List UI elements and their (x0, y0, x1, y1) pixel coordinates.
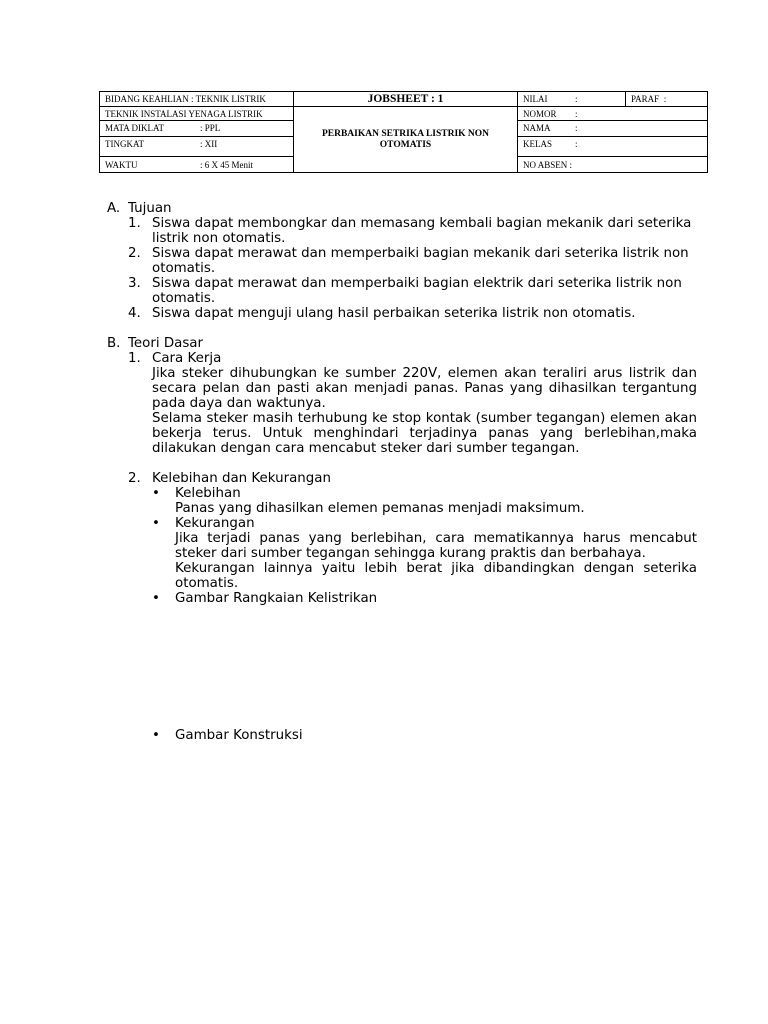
bullet-title: Gambar Rangkaian Kelistrikan (175, 591, 378, 606)
subsection-cara-kerja (128, 351, 697, 456)
item-number: 3. (128, 276, 141, 291)
kelas-cell (518, 137, 708, 157)
waktu-label: WAKTU (105, 159, 138, 170)
list-item (128, 246, 697, 276)
bullet-icon: • (152, 516, 160, 531)
waktu-value: : 6 X 45 Menit (200, 159, 253, 170)
section-title: Teori Dasar (128, 336, 204, 351)
bidang-keahlian-cell: BIDANG KEAHLIAN : TEKNIK LISTRIK (100, 92, 294, 107)
paragraph: Jika terjadi panas yang berlebihan, cara mematikannya harus mencabut steker dari sumber tegangan sehingga kurang praktis dan berbahaya. (175, 531, 697, 561)
nama-colon: : (575, 123, 578, 133)
document-title: PERBAIKAN SETRIKA LISTRIK NON OTOMATIS (294, 107, 518, 173)
list-item (128, 276, 697, 306)
nomor-cell (518, 107, 708, 121)
kelas-colon: : (575, 139, 578, 149)
figure-placeholder-rangkaian (152, 606, 697, 728)
paragraph: Kekurangan lainnya yaitu lebih berat jika dibandingkan dengan seterika otomatis. (175, 561, 697, 591)
tingkat-value: : XII (200, 139, 218, 149)
mata-diklat-cell (100, 121, 294, 137)
item-number: 1. (128, 216, 141, 231)
paragraph: Panas yang dihasilkan elemen pemanas menjadi maksimum. (175, 501, 585, 516)
bullet-kekurangan (152, 516, 697, 591)
paragraph: Jika steker dihubungkan ke sumber 220V, elemen akan teraliri arus listrik dan secara pelan dan pasti akan menjadi panas. Panas yang dihasilkan tergantung pada daya dan waktunya. (152, 366, 697, 411)
bullet-gambar-rangkaian (152, 591, 697, 606)
section-marker: A. (107, 201, 121, 216)
jobsheet-number: JOBSHEET : 1 (294, 92, 518, 107)
section-teori-dasar (107, 336, 697, 743)
bullet-title: Kelebihan (175, 486, 241, 501)
bullet-kelebihan (152, 486, 697, 516)
subsection-title: Kelebihan dan Kekurangan (152, 471, 331, 486)
kelas-label: KELAS (523, 139, 552, 149)
list-item (128, 306, 697, 321)
program-cell: TEKNIK INSTALASI YENAGA LISTRIK (100, 107, 294, 121)
nama-cell (518, 121, 708, 137)
mata-diklat-value: : PPL (200, 123, 221, 133)
section-title: Tujuan (128, 201, 172, 216)
list-item (128, 216, 697, 246)
item-text: Siswa dapat merawat dan memperbaiki bagian mekanik dari seterika listrik non otomatis. (152, 246, 689, 276)
jobsheet-header-table (99, 91, 708, 173)
paraf-label: PARAF (631, 94, 660, 104)
no-absen-cell: NO ABSEN : (518, 157, 708, 173)
waktu-cell (100, 157, 294, 173)
document-body (107, 201, 697, 743)
paraf-colon: : (663, 94, 667, 104)
paraf-cell (626, 92, 708, 107)
item-number: 2. (128, 471, 141, 486)
bullet-icon: • (152, 486, 160, 501)
tingkat-cell (100, 137, 294, 157)
nilai-label: NILAI (523, 94, 548, 104)
bullet-icon: • (152, 728, 160, 743)
nilai-cell (518, 92, 626, 107)
nomor-label: NOMOR (523, 108, 557, 119)
item-text: Siswa dapat merawat dan memperbaiki bagian elektrik dari seterika listrik non otomatis. (152, 276, 682, 306)
subsection-title: Cara Kerja (152, 351, 222, 366)
bullet-title: Gambar Konstruksi (175, 728, 303, 743)
mata-diklat-label: MATA DIKLAT (105, 123, 165, 133)
nama-label: NAMA (523, 123, 551, 133)
item-number: 1. (128, 351, 141, 366)
item-text: Siswa dapat menguji ulang hasil perbaikan seterika listrik non otomatis. (152, 306, 636, 321)
subsection-kelebihan-kekurangan (128, 471, 697, 743)
bullet-title: Kekurangan (175, 516, 255, 531)
item-number: 4. (128, 306, 141, 321)
section-marker: B. (107, 336, 121, 351)
nilai-colon: : (575, 94, 578, 104)
bullet-icon: • (152, 591, 160, 606)
bullet-gambar-konstruksi (152, 728, 697, 743)
tingkat-label: TINGKAT (105, 139, 144, 149)
paragraph: Selama steker masih terhubung ke stop kontak (sumber tegangan) elemen akan bekerja terus. Untuk menghindari terjadinya panas yang berlebihan,maka dilakukan dengan cara mencabut steker dari sumber tegangan. (152, 411, 697, 456)
section-tujuan (107, 201, 697, 321)
item-text: Siswa dapat membongkar dan memasang kembali bagian mekanik dari seterika listrik non otomatis. (152, 216, 692, 246)
item-number: 2. (128, 246, 141, 261)
nomor-colon: : (575, 108, 578, 119)
